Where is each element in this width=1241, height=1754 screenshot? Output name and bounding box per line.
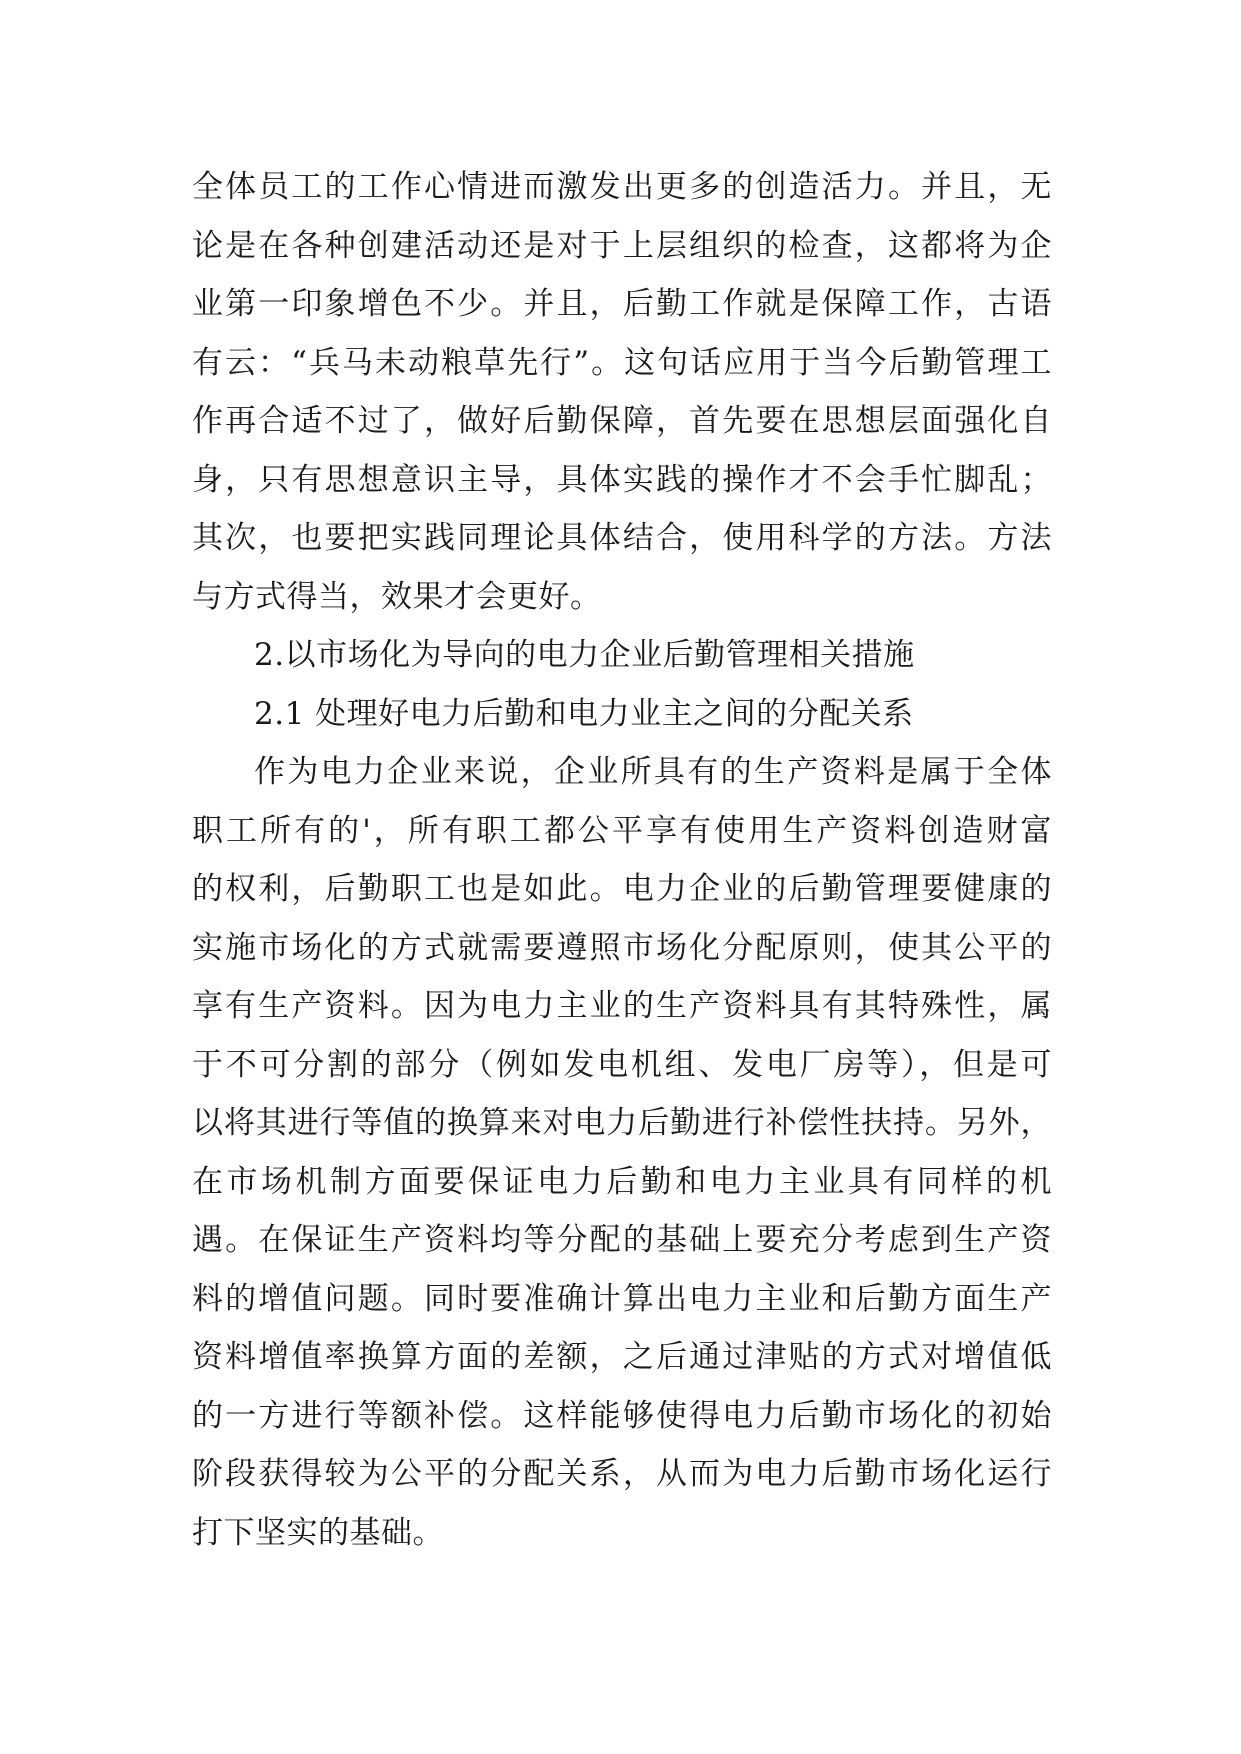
paragraph-line: 身，只有思想意识主导，具体实践的操作才不会手忙脚乱；: [192, 461, 1052, 498]
subsection-heading: 2.1 处理好电力后勤和电力业主之间的分配关系: [254, 695, 914, 732]
paragraph-line: 在市场机制方面要保证电力后勤和电力主业具有同样的机: [192, 1163, 1052, 1200]
paragraph-line: 遇。在保证生产资料均等分配的基础上要充分考虑到生产资: [192, 1222, 1052, 1258]
paragraph-line: 论是在各种创建活动还是对于上层组织的检查，这都将为企: [192, 227, 1052, 264]
paragraph-line: 实施市场化的方式就需要遵照市场化分配原则，使其公平的: [192, 929, 1052, 966]
paragraph-line: 与方式得当，效果才会更好。: [192, 578, 602, 615]
paragraph-line: 打下坚实的基础。: [192, 1514, 444, 1551]
document-body: [192, 158, 1052, 1562]
paragraph-line: 享有生产资料。因为电力主业的生产资料具有其特殊性，属: [192, 988, 1052, 1024]
paragraph-line: 作为电力企业来说，企业所具有的生产资料是属于全体: [254, 754, 1052, 790]
paragraph-line: 有云：“兵马未动粮草先行”。这句话应用于当今后勤管理工: [192, 344, 1052, 381]
section-heading: 2.以市场化为导向的电力企业后勤管理相关措施: [254, 637, 915, 673]
paragraph-line: 全体员工的工作心情进而激发出更多的创造活力。并且，无: [192, 169, 1052, 205]
paragraph-line: 的一方进行等额补偿。这样能够使得电力后勤市场化的初始: [192, 1397, 1052, 1434]
paragraph-line: 的权利，后勤职工也是如此。电力企业的后勤管理要健康的: [192, 871, 1052, 907]
paragraph-line: 资料增值率换算方面的差额，之后通过津贴的方式对增值低: [192, 1339, 1052, 1375]
paragraph-line: 业第一印象增色不少。并且，后勤工作就是保障工作，古语: [192, 286, 1052, 322]
paragraph-line: 阶段获得较为公平的分配关系，从而为电力后勤市场化运行: [192, 1456, 1052, 1492]
paragraph-line: 料的增值问题。同时要准确计算出电力主业和后勤方面生产: [192, 1280, 1052, 1317]
paragraph-line: 职工所有的'，所有职工都公平享有使用生产资料创造财富: [192, 812, 1052, 849]
paragraph-line: 以将其进行等值的换算来对电力后勤进行补偿性扶持。另外，: [192, 1105, 1052, 1141]
paragraph-line: 其次，也要把实践同理论具体结合，使用科学的方法。方法: [192, 520, 1052, 556]
paragraph-line: 作再合适不过了，做好后勤保障，首先要在思想层面强化自: [192, 403, 1052, 439]
paragraph-line: 于不可分割的部分（例如发电机组、发电厂房等），但是可: [192, 1046, 1052, 1083]
